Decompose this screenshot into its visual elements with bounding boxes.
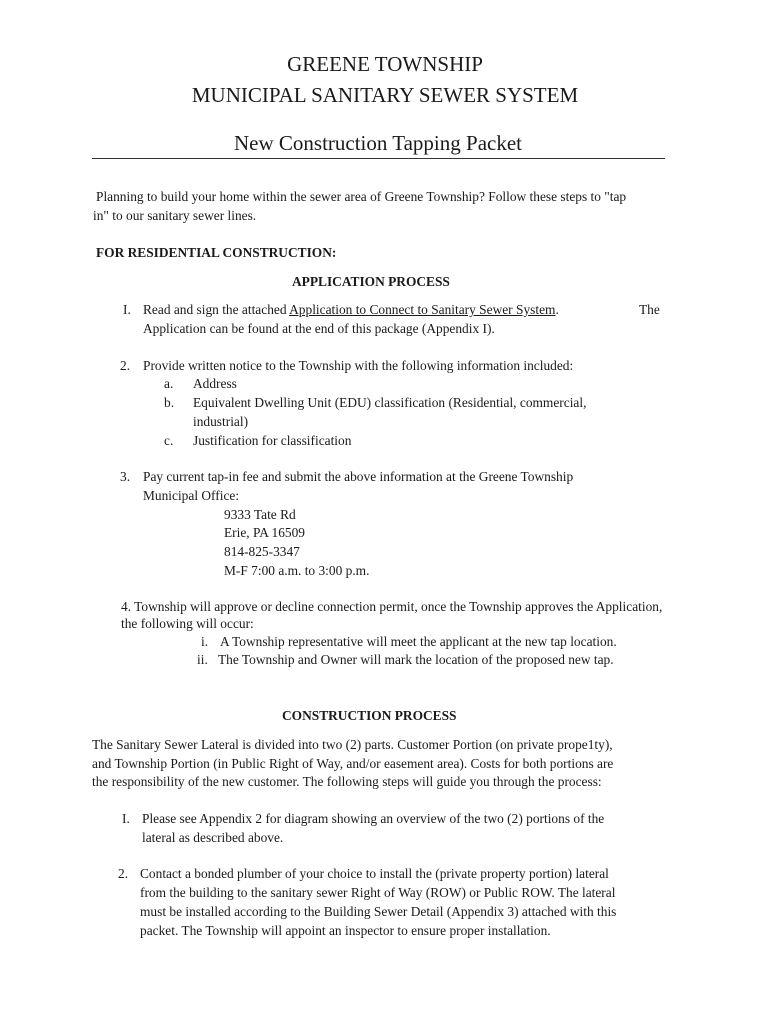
app-item-1-line-1 [143,301,559,320]
sub-c-text: Justification for classification [193,433,352,448]
con-item-1-line-1: Please see Appendix 2 for diagram showing an overview of the two (2) portions of the [142,811,605,826]
construction-para-line-1: The Sanitary Sewer Lateral is divided into two (2) parts. Customer Portion (on private prope1ty), [92,737,613,752]
construction-para-line-3: the responsibility of the new customer. The following steps will guide you through the process: [92,774,602,789]
sub-i-numeral: i. [201,634,209,649]
office-street: 9333 Tate Rd [224,507,296,522]
app-item-3-line-1: Pay current tap-in fee and submit the above information at the Greene Township [143,469,574,484]
sub-i-text: A Township representative will meet the applicant at the new tap location. [220,634,617,649]
app-item-1-post: . [555,302,559,317]
app-item-4-line-2: the following will occur: [121,616,254,631]
con-item-2-line-2: from the building to the sanitary sewer Right of Way (ROW) or Public ROW. The lateral [140,885,616,900]
sub-ii-numeral: ii. [197,652,208,667]
title-line-2: MUNICIPAL SANITARY SEWER SYSTEM [191,83,579,107]
con-item-1-number: I. [122,811,130,826]
sub-a-letter: a. [164,376,174,391]
con-item-2-line-1: Contact a bonded plumber of your choice to install the (private property portion) lateral [140,866,609,881]
app-item-4-line-1: 4. Township will approve or decline connection permit, once the Township approves the Application, [121,599,663,614]
office-hours: M-F 7:00 a.m. to 3:00 p.m. [224,563,370,578]
construction-heading: CONSTRUCTION PROCESS [282,708,457,723]
app-item-3-line-2: Municipal Office: [143,488,240,503]
application-heading: APPLICATION PROCESS [292,274,450,289]
header-divider [92,158,665,159]
app-item-1-tail: The [639,302,660,317]
page-subtitle: New Construction Tapping Packet [233,131,522,155]
intro-line-1: Planning to build your home within the sewer area of Greene Township? Follow these steps to "tap [96,189,627,204]
title-line-1: GREENE TOWNSHIP [287,52,483,76]
construction-para-line-2: and Township Portion (in Public Right of Way, and/or easement area). Costs for both portions are [92,756,614,771]
sub-b-letter: b. [164,395,175,410]
residential-heading: FOR RESIDENTIAL CONSTRUCTION: [96,245,337,260]
office-phone: 814-825-3347 [224,544,300,559]
con-item-2-number: 2. [118,866,129,881]
application-link[interactable]: Application to Connect to Sanitary Sewer System [289,302,556,317]
app-item-1-number: I. [123,302,131,317]
con-item-1-line-2: lateral as described above. [142,830,284,845]
app-item-1-pre: Read and sign the attached [143,302,287,317]
intro-line-2: in" to our sanitary sewer lines. [93,208,257,223]
con-item-2-line-3: must be installed according to the Building Sewer Detail (Appendix 3) attached with this [140,904,617,919]
app-item-2-text: Provide written notice to the Township with the following information included: [143,358,574,373]
sub-ii-text: The Township and Owner will mark the location of the proposed new tap. [218,652,614,667]
sub-a-text: Address [193,376,237,391]
app-item-1-line-2: Application can be found at the end of this package (Appendix I). [143,321,495,336]
app-item-2-number: 2. [120,358,131,373]
sub-c-letter: c. [164,433,174,448]
app-item-3-number: 3. [120,469,131,484]
sub-b-text: Equivalent Dwelling Unit (EDU) classification (Residential, commercial, [193,395,587,410]
con-item-2-line-4: packet. The Township will appoint an inspector to ensure proper installation. [140,923,551,938]
office-city: Erie, PA 16509 [224,525,305,540]
sub-b-cont: industrial) [193,414,249,429]
